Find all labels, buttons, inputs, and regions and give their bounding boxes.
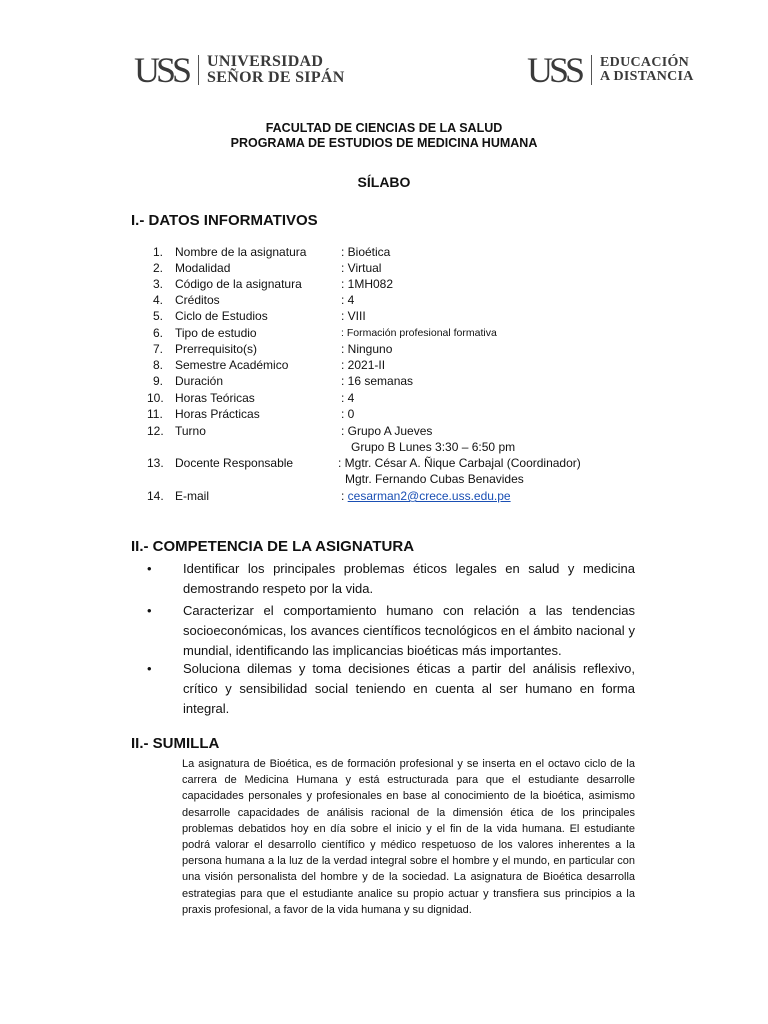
competency-bullet [147, 601, 635, 661]
info-value: : Formación profesional formativa [341, 327, 497, 339]
value-prefix: : [341, 489, 348, 503]
logo-line-2: SEÑOR DE SIPÁN [207, 69, 345, 86]
info-number: 12. [147, 424, 164, 438]
logo-line-1: UNIVERSIDAD [207, 53, 324, 70]
distance-logo-text [600, 56, 694, 84]
info-number: 7. [153, 342, 164, 356]
info-value: : 1MH082 [341, 277, 394, 291]
document-title: SÍLABO [357, 174, 411, 190]
info-value: : 2021-II [341, 358, 386, 372]
info-value: : 4 [341, 293, 355, 307]
info-label: E-mail [175, 489, 210, 503]
info-label: Prerrequisito(s) [175, 342, 258, 356]
uss-logo-text [207, 54, 345, 86]
info-label: Horas Teóricas [175, 391, 255, 405]
info-value: : Ninguno [341, 342, 393, 356]
info-value: : 0 [341, 407, 355, 421]
info-value: Mgtr. Fernando Cubas Benavides [345, 472, 524, 486]
info-label: Créditos [175, 293, 220, 307]
logo-line-2: A DISTANCIA [600, 69, 694, 84]
email-link[interactable]: cesarman2@crece.uss.edu.pe [347, 489, 511, 503]
info-label: Tipo de estudio [175, 326, 257, 340]
info-number: 1. [153, 245, 164, 259]
uss-university-logo [134, 52, 345, 88]
competency-bullet [147, 559, 635, 599]
info-value: : 16 semanas [341, 374, 414, 388]
faculty-name: FACULTAD DE CIENCIAS DE LA SALUD [265, 121, 503, 135]
info-label: Nombre de la asignatura [175, 245, 307, 259]
info-number: 13. [147, 456, 164, 470]
info-label: Modalidad [175, 261, 231, 275]
info-label: Duración [175, 374, 224, 388]
logo-divider [198, 55, 199, 85]
info-value: : Grupo A Jueves [341, 424, 433, 438]
bullet-icon: • [147, 561, 152, 576]
uss-logo-mark: USS [527, 50, 582, 90]
info-number: 9. [153, 374, 164, 388]
program-name: PROGRAMA DE ESTUDIOS DE MEDICINA HUMANA [230, 136, 538, 150]
bullet-icon: • [147, 661, 152, 676]
info-label: Código de la asignatura [175, 277, 302, 291]
logo-line-1: EDUCACIÓN [600, 55, 690, 70]
info-value: : Mgtr. César A. Ñique Carbajal (Coordinador) [338, 456, 581, 470]
info-value: : Bioética [341, 245, 391, 259]
info-label: Ciclo de Estudios [175, 309, 268, 323]
info-number: 8. [153, 358, 164, 372]
section-competencia-heading: II.- COMPETENCIA DE LA ASIGNATURA [131, 538, 415, 555]
competency-text: Soluciona dilemas y toma decisiones éticas a partir del análisis reflexivo, crítico y sensibilidad social teniendo en cuenta al ser humano en forma integral. [183, 661, 635, 716]
competency-text: Caracterizar el comportamiento humano con relación a las tendencias socioeconómicas, los avances científicos tecnológicos en el ámbito nacional y mundial, identificando las implicancias bioéticas más importantes. [183, 603, 635, 658]
info-value [341, 488, 511, 504]
section-datos-informativos-heading: I.- DATOS INFORMATIVOS [131, 212, 318, 229]
info-value: Grupo B Lunes 3:30 – 6:50 pm [351, 440, 516, 454]
info-label: Semestre Académico [175, 358, 289, 372]
info-label: Horas Prácticas [175, 407, 260, 421]
info-number: 14. [147, 489, 164, 503]
bullet-icon: • [147, 603, 152, 618]
info-value: : Virtual [341, 261, 382, 275]
info-value: : VIII [341, 309, 366, 323]
competency-bullet [147, 659, 635, 719]
info-number: 2. [153, 261, 164, 275]
competency-text: Identificar los principales problemas éticos legales en salud y medicina demostrando respeto por la vida. [183, 561, 635, 596]
info-number: 10. [147, 391, 164, 405]
info-number: 4. [153, 293, 164, 307]
info-value: : 4 [341, 391, 355, 405]
uss-logo-mark: USS [134, 50, 189, 90]
info-number: 6. [153, 326, 164, 340]
info-label: Turno [175, 424, 206, 438]
info-label: Docente Responsable [175, 456, 294, 470]
info-number: 3. [153, 277, 164, 291]
logo-divider [591, 55, 592, 85]
sumilla-paragraph: La asignatura de Bioética, es de formación profesional y se inserta en el octavo ciclo de la carrera de Medicina Humana y está estructurada para que el estudiante desarrolle capacidades personales y profesionales en base al conocimiento de la bioética, asimismo desarrolle capacidades de análisis racional de la dimensión ética de los principales problemas debatidos hoy en día sobre el inicio y el fin de la vida humana. El estudiante podrá valorar el desarrollo científico y médico respetuoso de los valores inherentes a la persona humana a la luz de la verdad integral sobre el hombre y el mundo, en particular con una visión personalista del hombre y de la sociedad. La asignatura de Bioética desarrolla estrategias para que el estudiante analice su propio actuar y transfiera sus principios a la praxis profesional, a favor de la vida humana y su dignidad. [182, 758, 635, 916]
info-number: 5. [153, 309, 164, 323]
info-number: 11. [147, 407, 163, 421]
section-sumilla-heading: II.- SUMILLA [131, 735, 220, 752]
uss-distance-education-logo [527, 52, 694, 88]
